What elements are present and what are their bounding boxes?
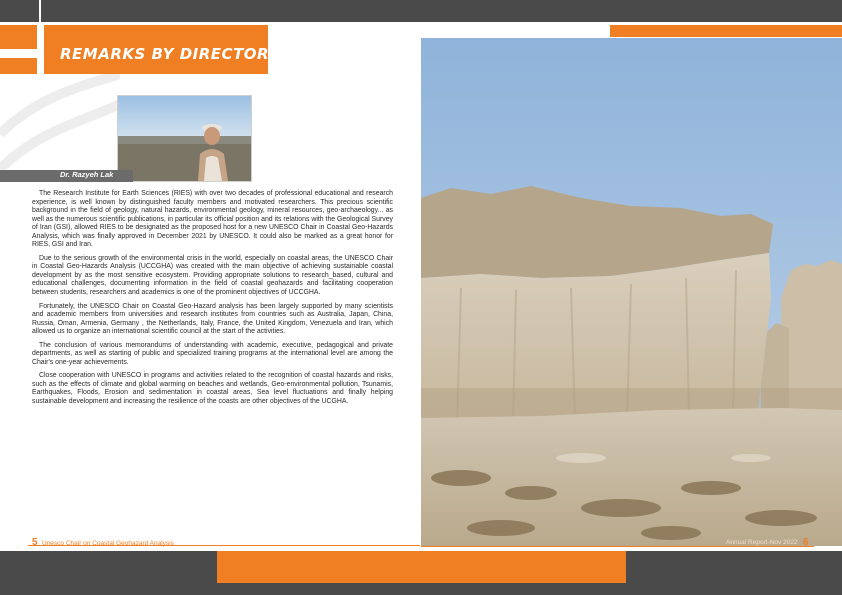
page-number-left: 5 <box>32 537 38 548</box>
left-orange-accent <box>0 25 37 49</box>
paragraph: Due to the serious growth of the environmental crisis in the world, especially on coastal areas, the UNESCO Chair in Coastal Geo-Hazards Analysis (UCCGHA) was created with the main objective of achieving sustainable coastal development by as the most sensitive ecosystem. Providing appropriate solutions to research_based, cultural and educational challenges, documenting information in the field of coastal geohazards and facilitating cooperation between students, researchers and academics is one of the prominent objectives of UCCGHA. <box>32 254 393 297</box>
portrait-caption: Dr. Razyeh Lak <box>60 170 114 179</box>
article-body <box>32 190 393 412</box>
top-dark-band <box>0 0 842 22</box>
bottom-orange-band <box>217 551 626 583</box>
director-portrait <box>117 95 252 182</box>
right-orange-accent <box>610 25 842 37</box>
coastal-cliff-photo <box>421 38 842 546</box>
decorative-watermark <box>0 74 120 184</box>
page-number-right: 6 <box>803 537 809 548</box>
paragraph: The Research Institute for Earth Sciences (RIES) with over two decades of professional educational and research experience, is well known by distinguished faculty members and motivated researchers. This precious scientific background in the field of geology, natural hazards, environmental geology, mineral resources, geo-archaeology... as well as the numerous scientific publications, in particular its official position and its relations with the Geological Survey of Iran (GSI), allowed RIES to be designated as the proposed host for a new UNESCO Chair in Coastal Geo-Hazards Analysis, which was finally approved in December 2021 by UNESCO. It could also be marked as a great honor for RIES, GSI and Iran. <box>32 190 393 249</box>
left-orange-accent-lower <box>0 58 37 74</box>
paragraph: Close cooperation with UNESCO in programs and activities related to the recognition of coastal hazards and risks, such as the effects of climate and global warming on beaches and wetlands, Geo-environmental pollution, Tsunamis, Earthquakes, Floods, Erosion and sedimentation in coastal areas, Sea level fluctuations and finally helping sustainable development and increasing the resilience of the coasts are other objectives of the UCGHA. <box>32 372 393 406</box>
footer-report-label: Annual Report-Nov 2022 <box>726 539 798 546</box>
header-divider <box>39 0 41 80</box>
footer-rule-right <box>421 546 814 547</box>
paragraph: Fortunately, the UNESCO Chair on Coastal Geo-Hazard analysis has been largely supported by many scientists and academic members from universities and research institutes from countries such as Australia, Japan, China, Russia, Oman, Armenia, Germany , the Netherlands, Italy, France, the United Kingdom, Venezuela and Iran, which allowed us to organize an international scientific council at the start of the activities. <box>32 302 393 336</box>
footer-publication-name: Unesco Chair on Coastal Geohazard Analysis <box>42 540 174 547</box>
paragraph: The conclusion of various memorandums of understanding with academic, executive, pedagogical and private departments, as well as starting of public and specialized training programs at the international level are among the Chair's one-year achievements. <box>32 341 393 366</box>
page-title: REMARKS BY DIRECTOR OF THE RIES <box>60 45 385 63</box>
